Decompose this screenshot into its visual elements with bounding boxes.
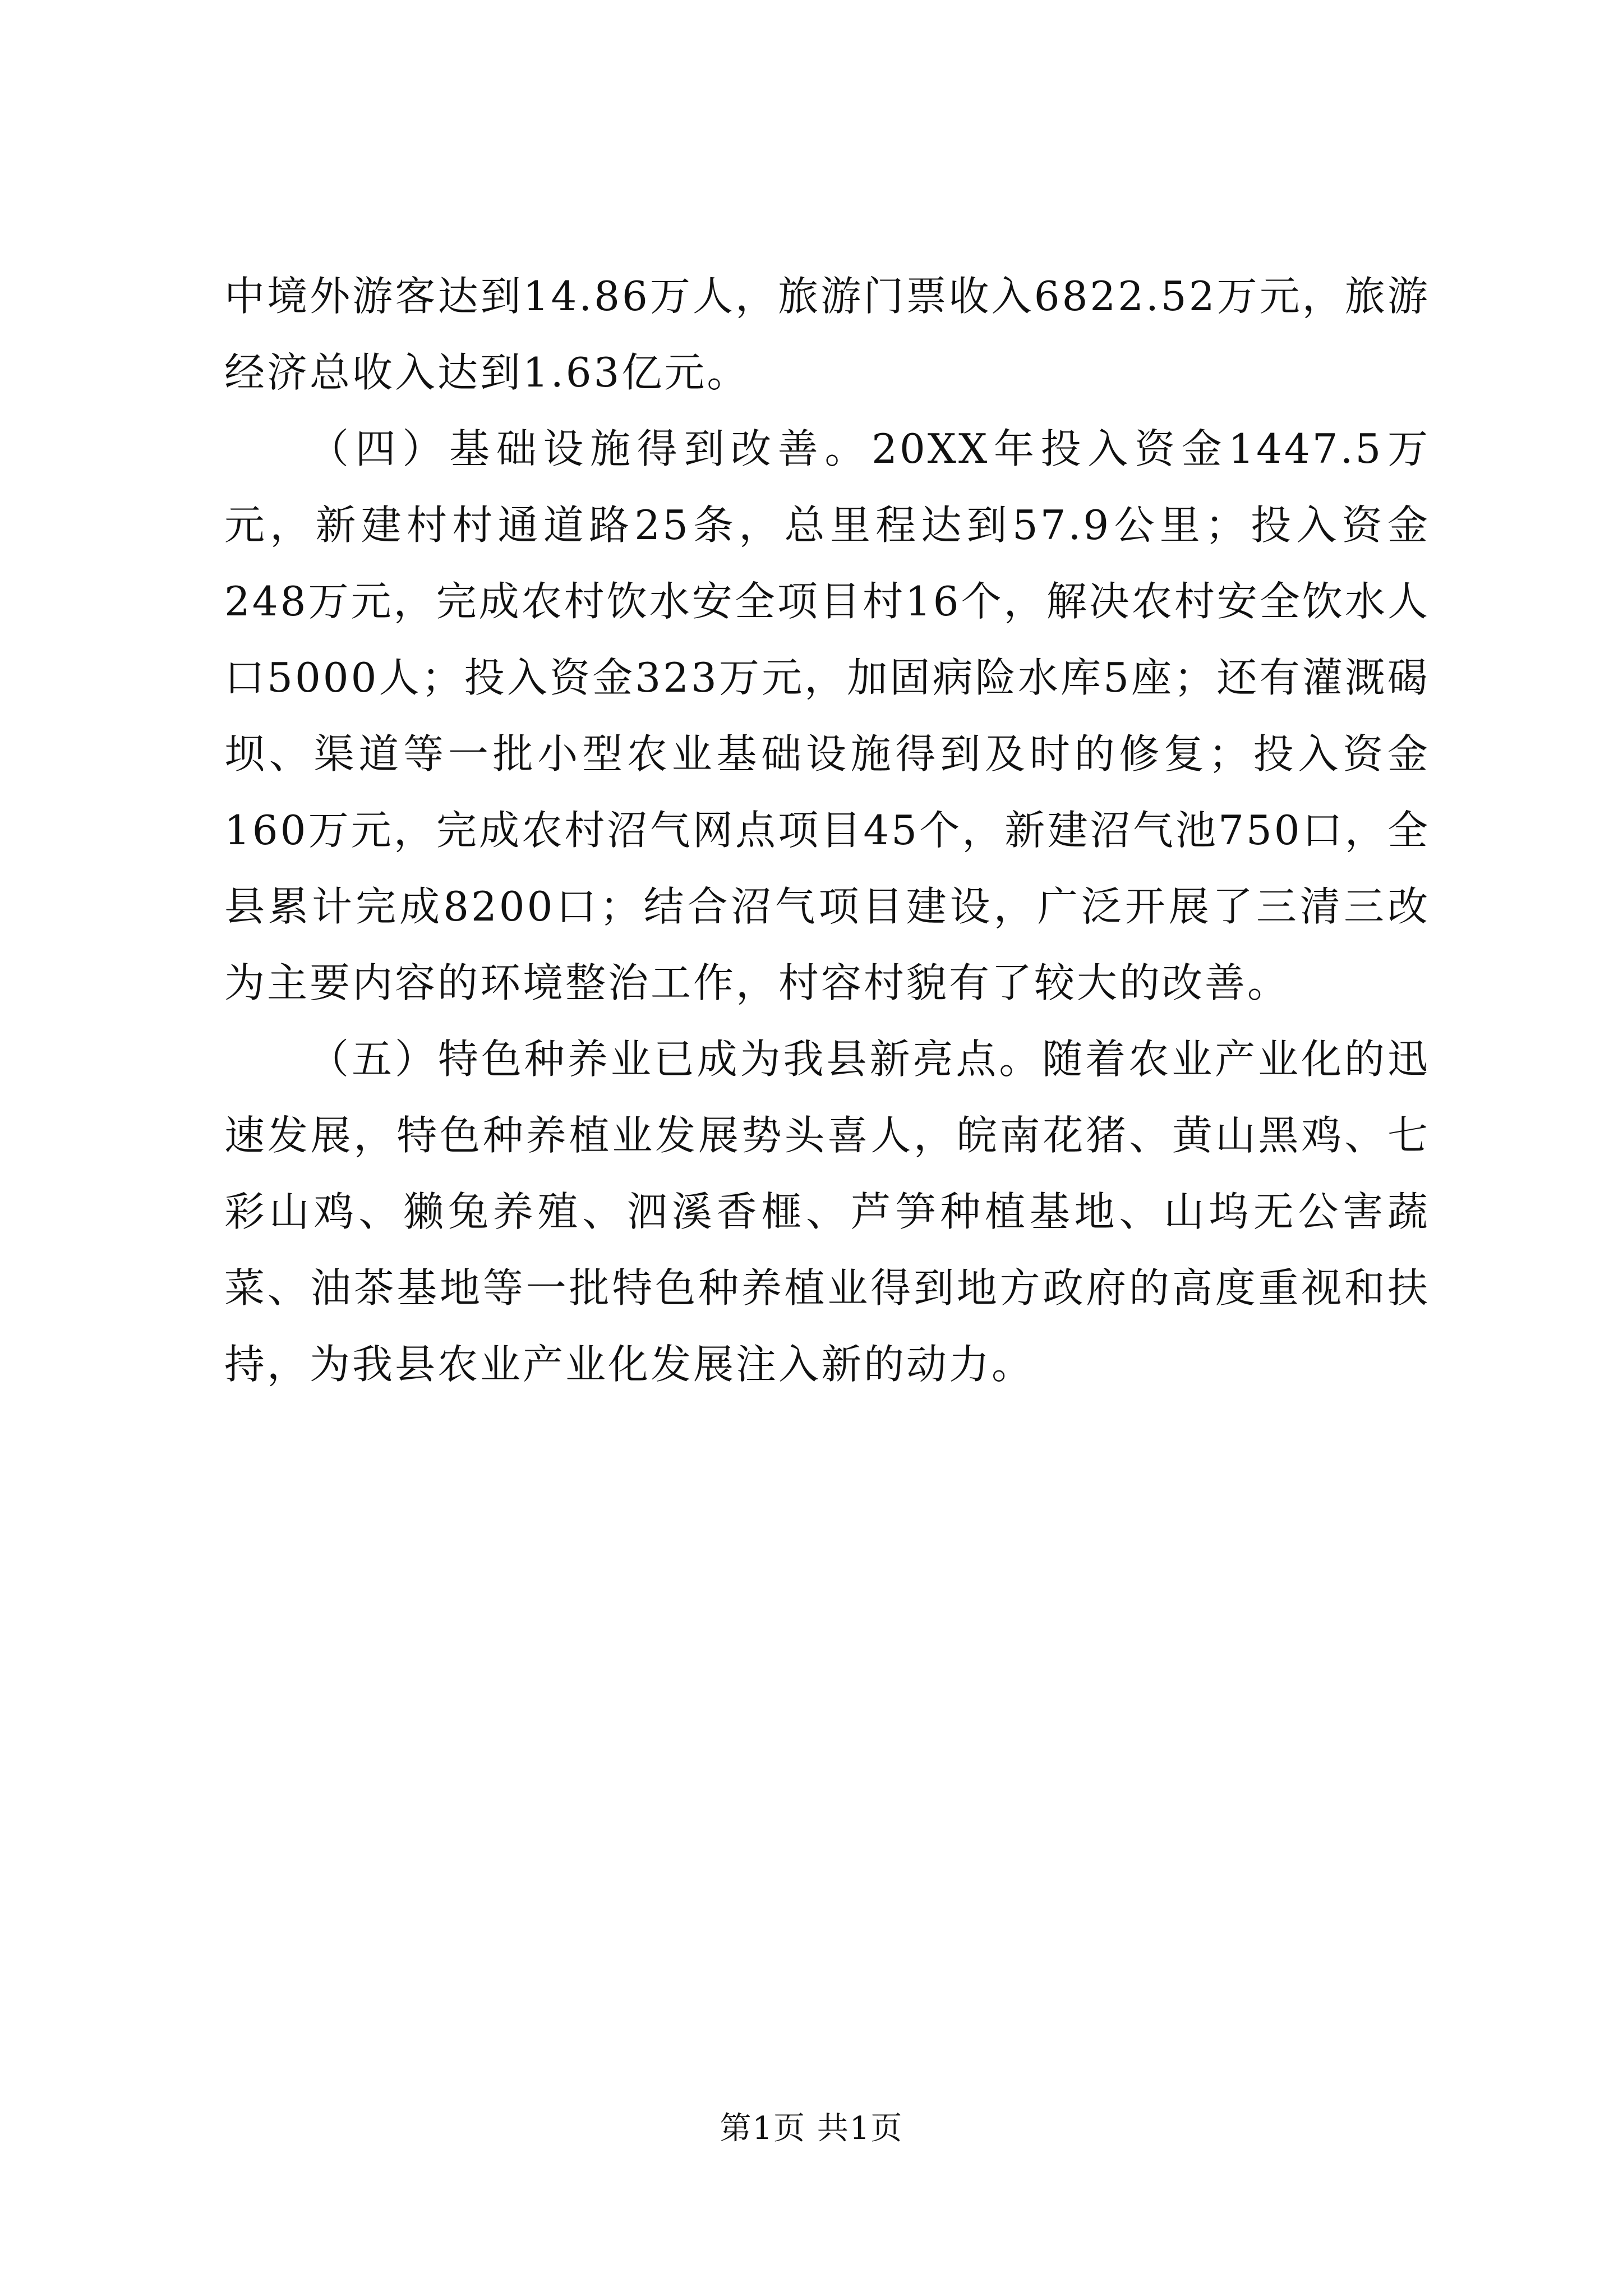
paragraph-tourism-continuation: 中境外游客达到14.86万人，旅游门票收入6822.52万元，旅游经济总收入达到1.63亿元。 — [224, 273, 1430, 396]
document-body — [224, 258, 1430, 1402]
paragraph-specialty-farming: （五）特色种养业已成为我县新亮点。随着农业产业化的迅速发展，特色种养植业发展势头喜人，皖南花猪、黄山黑鸡、七彩山鸡、獭兔养殖、泗溪香榧、芦笋种植基地、山坞无公害蔬菜、油茶基地等一批特色种养植业得到地方政府的高度重视和扶持，为我县农业产业化发展注入新的动力。 — [224, 1036, 1430, 1388]
paragraph-infrastructure: （四）基础设施得到改善。20XX年投入资金1447.5万元，新建村村通道路25条，总里程达到57.9公里；投入资金248万元，完成农村饮水安全项目村16个，解决农村安全饮水人口5000人；投入资金323万元，加固病险水库5座；还有灌溉碣坝、渠道等一批小型农业基础设施得到及时的修复；投入资金160万元，完成农村沼气网点项目45个，新建沼气池750口，全县累计完成8200口；结合沼气项目建设，广泛开展了三清三改为主要内容的环境整治工作，村容村貌有了较大的改善。 — [224, 425, 1430, 1006]
page-footer: 第1页 共1页 — [720, 2110, 903, 2147]
